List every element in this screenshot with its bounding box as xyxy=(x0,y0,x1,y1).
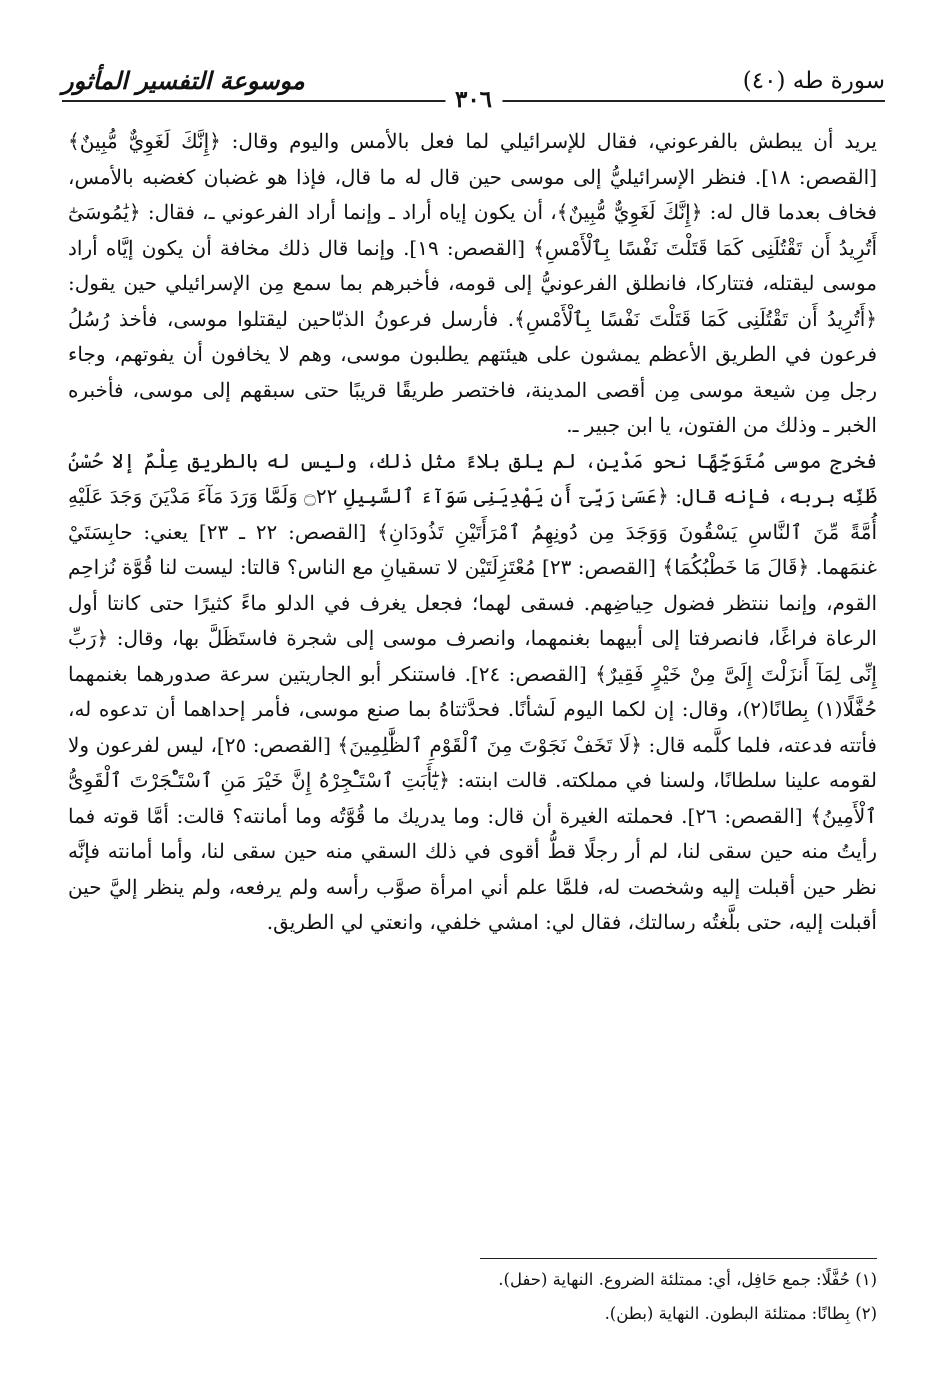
paragraph-1: يريد أن يبطش بالفرعوني، فقال للإسرائيلي لما فعل بالأمس واليوم وقال: ﴿إِنَّكَ لَغَوِيٌّ مُّبِينٌ﴾ [القصص: ١٨]. فنظر الإسرائيليُّ إلى موسى حين قال له ما قال، فإذا هو غضبان كغضبه بالأمس، فخاف بعدما قال له: ﴿إِنَّكَ لَغَوِيٌّ مُّبِينٌ﴾، أن يكون إياه أراد ـ وإنما أراد الفرعوني ـ، فقال: ﴿يَٰمُوسَىٰٓ أَتُرِيدُ أَن تَقْتُلَنِى كَمَا قَتَلْتَ نَفْسًا بِٱلْأَمْسِ﴾ [القصص: ١٩]. وإنما قال ذلك مخافة أن يكون إيَّاه أراد موسى ليقتله، فتتاركا، فانطلق الفرعونيُّ إلى قومه، فأخبرهم بما سمع مِن الإسرائيلي حين يقول: ﴿أَتُرِيدُ أَن تَقْتُلَنِى كَمَا قَتَلْتَ نَفْسًا بِٱلْأَمْسِ﴾. فأرسل فرعونُ الذبّاحين ليقتلوا موسى، فأخذ رُسُلُ فرعون في الطريق الأعظم يمشون على هيئتهم يطلبون موسى، وهم لا يخافون أن يفوتهم، وجاء رجل مِن شيعة موسى مِن أقصى المدينة، فاختصر طريقًا قريبًا حتى سبقهم إلى موسى، فأخبره الخبر ـ وذلك من الفتون، يا ابن جبير ـ. xyxy=(68,129,878,437)
footnote-rule xyxy=(480,1258,877,1259)
page-number: ٣٠٦ xyxy=(445,86,502,113)
main-text xyxy=(68,124,877,941)
footnotes xyxy=(68,1263,877,1331)
footnote-2: (٢) بِطانًا: ممتلئة البطون. النهاية (بطن). xyxy=(604,1304,877,1323)
page-header xyxy=(62,66,885,116)
paragraph-2: فخرج موسى مُتَوَجِّهًا نحو مَدْين، لم يلق بلاءً مثل ذلك، وليس له بالطريق عِلْمٌ إلا حُسْنُ ظَنِّه بربه، فإنه قال: ﴿عَسَىٰ رَبِّىٓ أَن يَهْدِيَنِى سَوَآءَ ٱلسَّبِيلِ ۝٢٢ وَلَمَّا وَرَدَ مَآءَ مَدْيَنَ وَجَدَ عَلَيْهِ أُمَّةً مِّنَ ٱلنَّاسِ يَسْقُونَ وَوَجَدَ مِن دُونِهِمُ ٱمْرَأَتَيْنِ تَذُودَانِ﴾ [القصص: ٢٢ ـ ٢٣] يعني: حابِسَتَيْ غنمَهما. ﴿قَالَ مَا خَطْبُكُمَا﴾ [القصص: ٢٣] مُعْتَزِلَتَيْن لا تسقيانِ مع الناس؟ قالتا: ليست لنا قُوَّة نُزاحِم القوم، وإنما ننتظر فضول حِياضِهم. فسقى لهما؛ فجعل يغرف في الدلو ماءً كثيرًا حتى كانتا أول الرعاة فراغًا، فانصرفتا إلى أبيهما بغنمهما، وانصرف موسى إلى شجرة فاستَظَلَّ بها، وقال: ﴿رَبِّ إِنِّى لِمَآ أَنزَلْتَ إِلَىَّ مِنْ خَيْرٍ فَقِيرٌ﴾ [القصص: ٢٤]. فاستنكر أبو الجاريتين سرعة صدورهما بغنمهما حُفَّلًا(١) بِطانًا(٢)، وقال: إن لكما اليوم لَشأنًا. فحدَّثتاهُ بما صنع موسى، فأمر إحداهما أن تدعوه له، فأتته فدعته، فلما كلَّمه قال: ﴿لَا تَخَفْ نَجَوْتَ مِنَ ٱلْقَوْمِ ٱلظَّٰلِمِينَ﴾ [القصص: ٢٥]، ليس لفرعون ولا لقومه علينا سلطانًا، ولسنا في مملكته. قالت ابنته: ﴿يَٰٓأَبَتِ ٱسْتَـْٔجِرْهُ إِنَّ خَيْرَ مَنِ ٱسْتَـْٔجَرْتَ ٱلْقَوِىُّ ٱلْأَمِينُ﴾ [القصص: ٢٦]. فحملته الغيرة أن قال: وما يدريك ما قُوَّتُه وما أمانته؟ قالت: أمَّا قوته فما رأيتُ منه حين سقى لنا، لم أر رجلًا قطُّ أقوى في ذلك السقي منه حين سقى لنا، وأما أمانته فإنَّه نظر حين أقبلت إليه وشخصت له، فلمَّا علم أني امرأة صوَّب رأسه ولم يرفعه، ولم ينظر إليَّ حين أقبلت إليه، حتى بلَّغتُه رسالتك، فقال لي: امشي خلفي، وانعتي لي الطريق. xyxy=(68,448,878,934)
book-title: موسوعة التفسير المأثور xyxy=(62,66,305,95)
surah-title: سورة طه (٤٠) xyxy=(742,68,885,94)
footnote-1: (١) حُفَّلًا: جمع حَافِل، أي: ممتلئة الضروع. النهاية (حفل). xyxy=(498,1270,877,1289)
